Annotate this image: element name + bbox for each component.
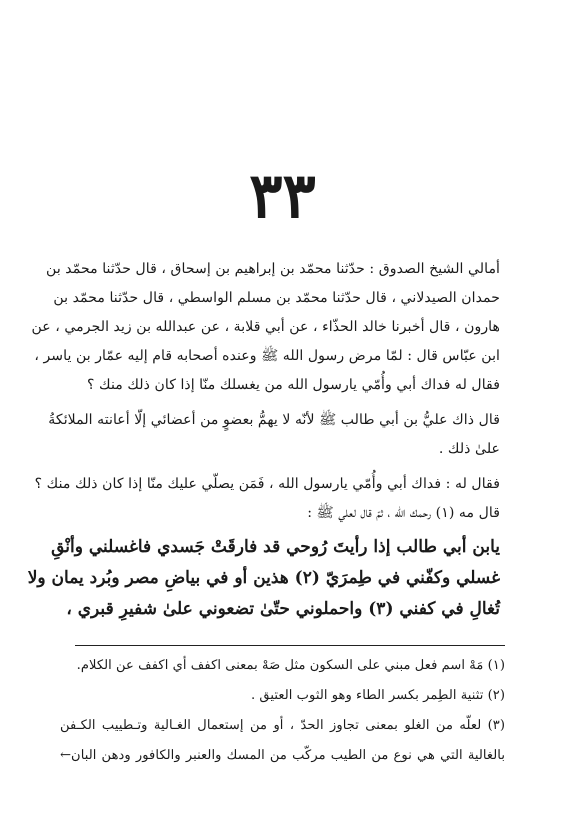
text-line: فقال له : فداك أبي وأُمّي يارسول الله ، فَمَن يصلّي عليك منّا إذا كان ذلك منك ؟: [34, 476, 500, 492]
text-line: علىٰ ذلك .: [438, 441, 500, 457]
footnote-line: (٢) تثنية الطِمر بكسر الطاء وهو الثوب العتيق .: [251, 688, 505, 703]
footnote-line: (٣) لعلّه من الغلو بمعنى تجاوز الحدّ ، أو من إستعمال الغـالية وتـطييب الكـفن: [60, 718, 505, 733]
footnote-line: (١) مَهْ اسم فعل مبني على السكون مثل صَهْ بمعنى اكفف أي اكفف عن الكلام.: [76, 658, 505, 673]
footnote-divider: [75, 645, 505, 646]
quote-line: يابن أبي طالب إذا رأيتَ رُوحي قد فارقَتْ جَسدي فاغسلني وأنْقِ: [51, 537, 500, 557]
hadith-text: [27, 255, 500, 625]
text-line: حمدان الصيدلاني ، قال حدّثنا محمّد بن مسلم الواسطي ، قال حدّثنا محمّد بن: [53, 290, 500, 306]
chapter-number: ٣٣: [249, 159, 316, 232]
text-line: قال مه (١) رحمك اللّه ، ثمّ قال لعلي ﷺ :: [307, 505, 500, 521]
quote-line: غسلي وكفّني في طِمرَيّ (٢) هذين أو في بياضِ مصر وبُرد يمان ولا: [27, 568, 500, 588]
text-line: قال ذاك عليُّ بن أبي طالب ﷺ لأنّه لا يهمُّ بعضوٍ من أعضائي إلّا أعانته الملائكةُ: [48, 412, 500, 428]
quote-line: تُغالِ في كفني (٣) واحملوني حتّىٰ تضعوني علىٰ شفيرِ قبري ،: [66, 599, 500, 619]
text-line: ابن عبّاس قال : لمّا مرض رسول الله ﷺ وعنده أصحابه قام إليه عمّار بن ياسر ،: [34, 348, 500, 364]
text-line: هارون ، قال أخبرنا خالد الحذّاء ، عن أبي قلابة ، عن عبدالله بن زيد الجرمي ، عن: [31, 319, 500, 335]
footnote-line: بالغالية التي هي نوع من الطيب مركّب من المسك والعنبر والكافور ودهن البان←: [60, 748, 505, 763]
footnotes: [60, 651, 505, 771]
text-line: فقال له فداك أبي وأُمّي يارسول الله من يغسلك منّا إذا كان ذلك منك ؟: [86, 377, 500, 393]
text-line: أمالي الشيخ الصدوق : حدّثنا محمّد بن إبراهيم بن إسحاق ، قال حدّثنا محمّد بن: [46, 261, 500, 277]
prophet-quote: [27, 532, 500, 625]
